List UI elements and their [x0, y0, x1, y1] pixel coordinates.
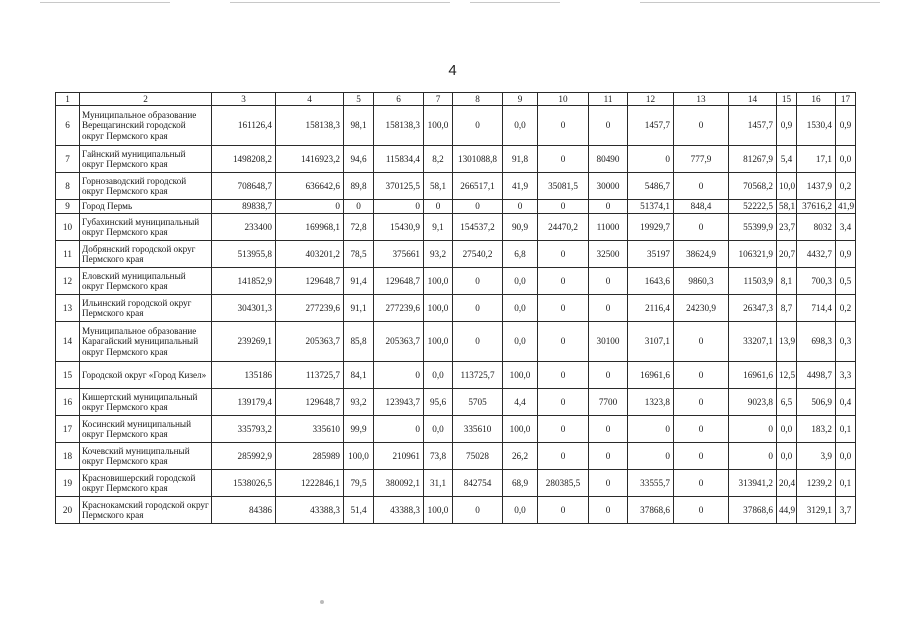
value-cell-col-16: 506,9 — [797, 389, 836, 416]
value-cell-col-12: 0 — [628, 146, 674, 173]
value-cell-col-10: 0 — [538, 443, 589, 470]
column-number-cell: 14 — [729, 93, 777, 106]
value-cell-col-5: 93,2 — [344, 389, 374, 416]
value-cell-col-16: 700,3 — [797, 268, 836, 295]
value-cell-col-3: 84386 — [212, 497, 276, 524]
scan-edge-line — [640, 2, 880, 3]
value-cell-col-13: 38624,9 — [674, 241, 729, 268]
value-cell-col-4: 158138,3 — [276, 106, 344, 146]
municipality-name-cell: Еловский муниципальный округ Пермского края — [80, 268, 212, 295]
data-table — [55, 92, 856, 524]
value-cell-col-4: 335610 — [276, 416, 344, 443]
value-cell-col-15: 0,0 — [777, 416, 797, 443]
value-cell-col-12: 37868,6 — [628, 497, 674, 524]
value-cell-col-12: 5486,7 — [628, 173, 674, 200]
value-cell-col-16: 4498,7 — [797, 362, 836, 389]
column-number-cell: 8 — [453, 93, 503, 106]
value-cell-col-5: 99,9 — [344, 416, 374, 443]
value-cell-col-15: 20,4 — [777, 470, 797, 497]
table-row — [56, 416, 856, 443]
value-cell-col-9: 0,0 — [503, 268, 538, 295]
row-number-cell: 10 — [56, 214, 80, 241]
value-cell-col-10: 24470,2 — [538, 214, 589, 241]
value-cell-col-14: 33207,1 — [729, 322, 777, 362]
column-number-cell: 12 — [628, 93, 674, 106]
value-cell-col-10: 35081,5 — [538, 173, 589, 200]
table-row — [56, 268, 856, 295]
value-cell-col-6: 123943,7 — [374, 389, 424, 416]
table-row — [56, 470, 856, 497]
value-cell-col-13: 0 — [674, 214, 729, 241]
column-number-cell: 13 — [674, 93, 729, 106]
value-cell-col-15: 58,1 — [777, 200, 797, 214]
value-cell-col-10: 0 — [538, 295, 589, 322]
value-cell-col-8: 154537,2 — [453, 214, 503, 241]
value-cell-col-11: 30100 — [589, 322, 628, 362]
value-cell-col-9: 100,0 — [503, 416, 538, 443]
value-cell-col-9: 6,8 — [503, 241, 538, 268]
value-cell-col-15: 12,5 — [777, 362, 797, 389]
value-cell-col-16: 183,2 — [797, 416, 836, 443]
value-cell-col-3: 141852,9 — [212, 268, 276, 295]
value-cell-col-13: 777,9 — [674, 146, 729, 173]
value-cell-col-9: 91,8 — [503, 146, 538, 173]
value-cell-col-14: 26347,3 — [729, 295, 777, 322]
value-cell-col-11: 0 — [589, 268, 628, 295]
value-cell-col-5: 0 — [344, 200, 374, 214]
value-cell-col-9: 26,2 — [503, 443, 538, 470]
municipality-name-cell: Краснокамский городской округ Пермского края — [80, 497, 212, 524]
value-cell-col-6: 0 — [374, 200, 424, 214]
value-cell-col-5: 78,5 — [344, 241, 374, 268]
value-cell-col-11: 7700 — [589, 389, 628, 416]
row-number-cell: 14 — [56, 322, 80, 362]
value-cell-col-14: 0 — [729, 443, 777, 470]
value-cell-col-3: 139179,4 — [212, 389, 276, 416]
value-cell-col-8: 0 — [453, 295, 503, 322]
value-cell-col-17: 3,7 — [836, 497, 856, 524]
value-cell-col-8: 113725,7 — [453, 362, 503, 389]
column-number-cell: 7 — [424, 93, 453, 106]
value-cell-col-11: 0 — [589, 200, 628, 214]
municipality-name-cell: Горнозаводский городской округ Пермского края — [80, 173, 212, 200]
value-cell-col-13: 0 — [674, 443, 729, 470]
value-cell-col-7: 100,0 — [424, 106, 453, 146]
value-cell-col-16: 17,1 — [797, 146, 836, 173]
value-cell-col-14: 55399,9 — [729, 214, 777, 241]
row-number-cell: 8 — [56, 173, 80, 200]
row-number-cell: 20 — [56, 497, 80, 524]
value-cell-col-14: 1457,7 — [729, 106, 777, 146]
value-cell-col-17: 3,3 — [836, 362, 856, 389]
value-cell-col-6: 158138,3 — [374, 106, 424, 146]
value-cell-col-5: 94,6 — [344, 146, 374, 173]
value-cell-col-8: 266517,1 — [453, 173, 503, 200]
column-number-cell: 5 — [344, 93, 374, 106]
value-cell-col-13: 0 — [674, 389, 729, 416]
table-row — [56, 146, 856, 173]
row-number-cell: 16 — [56, 389, 80, 416]
value-cell-col-8: 335610 — [453, 416, 503, 443]
value-cell-col-4: 403201,2 — [276, 241, 344, 268]
value-cell-col-7: 73,8 — [424, 443, 453, 470]
row-number-cell: 9 — [56, 200, 80, 214]
value-cell-col-10: 0 — [538, 106, 589, 146]
value-cell-col-16: 37616,2 — [797, 200, 836, 214]
value-cell-col-16: 1239,2 — [797, 470, 836, 497]
value-cell-col-7: 0,0 — [424, 362, 453, 389]
value-cell-col-7: 100,0 — [424, 295, 453, 322]
column-number-cell: 16 — [797, 93, 836, 106]
value-cell-col-11: 0 — [589, 295, 628, 322]
value-cell-col-10: 0 — [538, 497, 589, 524]
value-cell-col-7: 0,0 — [424, 416, 453, 443]
value-cell-col-10: 280385,5 — [538, 470, 589, 497]
value-cell-col-16: 1530,4 — [797, 106, 836, 146]
column-number-cell: 9 — [503, 93, 538, 106]
table-row — [56, 295, 856, 322]
value-cell-col-13: 24230,9 — [674, 295, 729, 322]
value-cell-col-11: 11000 — [589, 214, 628, 241]
table-row — [56, 443, 856, 470]
value-cell-col-8: 1301088,8 — [453, 146, 503, 173]
value-cell-col-6: 0 — [374, 362, 424, 389]
row-number-cell: 18 — [56, 443, 80, 470]
value-cell-col-17: 0,1 — [836, 470, 856, 497]
value-cell-col-8: 5705 — [453, 389, 503, 416]
value-cell-col-16: 8032 — [797, 214, 836, 241]
value-cell-col-9: 0,0 — [503, 497, 538, 524]
table-row — [56, 389, 856, 416]
municipality-name-cell: Добрянский городской округ Пермского края — [80, 241, 212, 268]
value-cell-col-13: 848,4 — [674, 200, 729, 214]
value-cell-col-8: 0 — [453, 106, 503, 146]
value-cell-col-5: 85,8 — [344, 322, 374, 362]
value-cell-col-9: 100,0 — [503, 362, 538, 389]
row-number-cell: 13 — [56, 295, 80, 322]
value-cell-col-17: 0,3 — [836, 322, 856, 362]
value-cell-col-5: 98,1 — [344, 106, 374, 146]
value-cell-col-16: 1437,9 — [797, 173, 836, 200]
value-cell-col-12: 0 — [628, 443, 674, 470]
value-cell-col-13: 0 — [674, 322, 729, 362]
value-cell-col-17: 0,9 — [836, 106, 856, 146]
value-cell-col-3: 1538026,5 — [212, 470, 276, 497]
value-cell-col-7: 8,2 — [424, 146, 453, 173]
value-cell-col-12: 35197 — [628, 241, 674, 268]
value-cell-col-16: 4432,7 — [797, 241, 836, 268]
value-cell-col-11: 0 — [589, 106, 628, 146]
value-cell-col-5: 89,8 — [344, 173, 374, 200]
value-cell-col-7: 100,0 — [424, 268, 453, 295]
value-cell-col-6: 375661 — [374, 241, 424, 268]
value-cell-col-11: 0 — [589, 362, 628, 389]
value-cell-col-7: 58,1 — [424, 173, 453, 200]
row-number-cell: 19 — [56, 470, 80, 497]
value-cell-col-6: 277239,6 — [374, 295, 424, 322]
municipality-name-cell: Косинский муниципальный округ Пермского края — [80, 416, 212, 443]
row-number-cell: 17 — [56, 416, 80, 443]
value-cell-col-15: 10,0 — [777, 173, 797, 200]
value-cell-col-11: 0 — [589, 443, 628, 470]
column-number-cell: 11 — [589, 93, 628, 106]
value-cell-col-9: 0,0 — [503, 322, 538, 362]
value-cell-col-5: 84,1 — [344, 362, 374, 389]
value-cell-col-17: 0,0 — [836, 146, 856, 173]
municipality-name-cell: Муниципальное образование Карагайский муниципальный округ Пермского края — [80, 322, 212, 362]
value-cell-col-16: 698,3 — [797, 322, 836, 362]
value-cell-col-7: 100,0 — [424, 322, 453, 362]
table-row — [56, 322, 856, 362]
value-cell-col-10: 0 — [538, 416, 589, 443]
value-cell-col-3: 233400 — [212, 214, 276, 241]
value-cell-col-15: 6,5 — [777, 389, 797, 416]
value-cell-col-10: 0 — [538, 362, 589, 389]
value-cell-col-6: 15430,9 — [374, 214, 424, 241]
municipality-name-cell: Городской округ «Город Кизел» — [80, 362, 212, 389]
value-cell-col-14: 70568,2 — [729, 173, 777, 200]
value-cell-col-4: 43388,3 — [276, 497, 344, 524]
value-cell-col-4: 169968,1 — [276, 214, 344, 241]
column-number-row — [56, 93, 856, 106]
municipality-name-cell: Гайнский муниципальный округ Пермского края — [80, 146, 212, 173]
page-number: 4 — [448, 62, 457, 79]
value-cell-col-15: 13,9 — [777, 322, 797, 362]
value-cell-col-5: 100,0 — [344, 443, 374, 470]
row-number-cell: 7 — [56, 146, 80, 173]
municipality-name-cell: Кочевский муниципальный округ Пермского края — [80, 443, 212, 470]
value-cell-col-12: 1457,7 — [628, 106, 674, 146]
table-row — [56, 200, 856, 214]
value-cell-col-3: 708648,7 — [212, 173, 276, 200]
value-cell-col-9: 68,9 — [503, 470, 538, 497]
value-cell-col-17: 0,2 — [836, 295, 856, 322]
value-cell-col-15: 44,9 — [777, 497, 797, 524]
value-cell-col-3: 1498208,2 — [212, 146, 276, 173]
value-cell-col-3: 239269,1 — [212, 322, 276, 362]
scan-speck — [320, 600, 324, 604]
value-cell-col-13: 0 — [674, 362, 729, 389]
value-cell-col-13: 0 — [674, 173, 729, 200]
value-cell-col-3: 135186 — [212, 362, 276, 389]
value-cell-col-6: 210961 — [374, 443, 424, 470]
value-cell-col-15: 5,4 — [777, 146, 797, 173]
value-cell-col-15: 23,7 — [777, 214, 797, 241]
value-cell-col-12: 16961,6 — [628, 362, 674, 389]
value-cell-col-16: 3129,1 — [797, 497, 836, 524]
value-cell-col-10: 0 — [538, 146, 589, 173]
column-number-cell: 4 — [276, 93, 344, 106]
value-cell-col-12: 1643,6 — [628, 268, 674, 295]
value-cell-col-6: 129648,7 — [374, 268, 424, 295]
value-cell-col-10: 0 — [538, 268, 589, 295]
value-cell-col-5: 72,8 — [344, 214, 374, 241]
value-cell-col-11: 0 — [589, 416, 628, 443]
value-cell-col-12: 0 — [628, 416, 674, 443]
column-number-cell: 3 — [212, 93, 276, 106]
table-row — [56, 497, 856, 524]
column-number-cell: 6 — [374, 93, 424, 106]
value-cell-col-3: 161126,4 — [212, 106, 276, 146]
value-cell-col-14: 11503,9 — [729, 268, 777, 295]
value-cell-col-7: 95,6 — [424, 389, 453, 416]
value-cell-col-4: 205363,7 — [276, 322, 344, 362]
value-cell-col-6: 43388,3 — [374, 497, 424, 524]
column-number-cell: 17 — [836, 93, 856, 106]
value-cell-col-13: 9860,3 — [674, 268, 729, 295]
value-cell-col-4: 113725,7 — [276, 362, 344, 389]
value-cell-col-3: 285992,9 — [212, 443, 276, 470]
value-cell-col-4: 1416923,2 — [276, 146, 344, 173]
value-cell-col-9: 90,9 — [503, 214, 538, 241]
value-cell-col-17: 0,1 — [836, 416, 856, 443]
value-cell-col-4: 1222846,1 — [276, 470, 344, 497]
value-cell-col-11: 32500 — [589, 241, 628, 268]
value-cell-col-4: 636642,6 — [276, 173, 344, 200]
value-cell-col-5: 79,5 — [344, 470, 374, 497]
value-cell-col-14: 81267,9 — [729, 146, 777, 173]
value-cell-col-9: 0,0 — [503, 106, 538, 146]
table-row — [56, 214, 856, 241]
scan-edge-line — [230, 2, 450, 3]
value-cell-col-5: 91,1 — [344, 295, 374, 322]
value-cell-col-7: 9,1 — [424, 214, 453, 241]
value-cell-col-13: 0 — [674, 470, 729, 497]
value-cell-col-13: 0 — [674, 106, 729, 146]
value-cell-col-17: 0,5 — [836, 268, 856, 295]
value-cell-col-6: 205363,7 — [374, 322, 424, 362]
value-cell-col-10: 0 — [538, 200, 589, 214]
table-row — [56, 173, 856, 200]
value-cell-col-9: 0,0 — [503, 295, 538, 322]
value-cell-col-8: 0 — [453, 497, 503, 524]
value-cell-col-8: 27540,2 — [453, 241, 503, 268]
value-cell-col-4: 277239,6 — [276, 295, 344, 322]
value-cell-col-17: 41,9 — [836, 200, 856, 214]
row-number-cell: 11 — [56, 241, 80, 268]
municipality-name-cell: Кишертский муниципальный округ Пермского края — [80, 389, 212, 416]
value-cell-col-14: 313941,2 — [729, 470, 777, 497]
value-cell-col-17: 0,0 — [836, 443, 856, 470]
municipality-name-cell: Красновишерский городской округ Пермского края — [80, 470, 212, 497]
value-cell-col-4: 129648,7 — [276, 389, 344, 416]
value-cell-col-11: 0 — [589, 470, 628, 497]
value-cell-col-3: 89838,7 — [212, 200, 276, 214]
column-number-cell: 10 — [538, 93, 589, 106]
column-number-cell: 1 — [56, 93, 80, 106]
value-cell-col-15: 0,9 — [777, 106, 797, 146]
row-number-cell: 6 — [56, 106, 80, 146]
value-cell-col-14: 37868,6 — [729, 497, 777, 524]
value-cell-col-15: 8,7 — [777, 295, 797, 322]
value-cell-col-8: 0 — [453, 200, 503, 214]
value-cell-col-12: 3107,1 — [628, 322, 674, 362]
value-cell-col-10: 0 — [538, 322, 589, 362]
value-cell-col-9: 41,9 — [503, 173, 538, 200]
value-cell-col-8: 0 — [453, 322, 503, 362]
row-number-cell: 12 — [56, 268, 80, 295]
municipality-name-cell: Губахинский муниципальный округ Пермского края — [80, 214, 212, 241]
column-number-cell: 2 — [80, 93, 212, 106]
value-cell-col-12: 2116,4 — [628, 295, 674, 322]
value-cell-col-3: 304301,3 — [212, 295, 276, 322]
value-cell-col-16: 3,9 — [797, 443, 836, 470]
municipality-name-cell: Ильинский городской округ Пермского края — [80, 295, 212, 322]
value-cell-col-7: 100,0 — [424, 497, 453, 524]
value-cell-col-7: 93,2 — [424, 241, 453, 268]
scan-edge-line — [470, 2, 560, 3]
value-cell-col-6: 0 — [374, 416, 424, 443]
value-cell-col-12: 51374,1 — [628, 200, 674, 214]
value-cell-col-6: 370125,5 — [374, 173, 424, 200]
value-cell-col-6: 115834,4 — [374, 146, 424, 173]
value-cell-col-7: 0 — [424, 200, 453, 214]
scan-edge-line — [40, 2, 170, 3]
value-cell-col-15: 0,0 — [777, 443, 797, 470]
value-cell-col-9: 0 — [503, 200, 538, 214]
value-cell-col-17: 0,4 — [836, 389, 856, 416]
value-cell-col-14: 52222,5 — [729, 200, 777, 214]
row-number-cell: 15 — [56, 362, 80, 389]
value-cell-col-7: 31,1 — [424, 470, 453, 497]
value-cell-col-17: 3,4 — [836, 214, 856, 241]
value-cell-col-12: 19929,7 — [628, 214, 674, 241]
value-cell-col-16: 714,4 — [797, 295, 836, 322]
table-row — [56, 362, 856, 389]
value-cell-col-10: 0 — [538, 389, 589, 416]
value-cell-col-11: 0 — [589, 497, 628, 524]
value-cell-col-13: 0 — [674, 497, 729, 524]
value-cell-col-12: 33555,7 — [628, 470, 674, 497]
table-row — [56, 106, 856, 146]
value-cell-col-4: 285989 — [276, 443, 344, 470]
value-cell-col-8: 0 — [453, 268, 503, 295]
column-number-cell: 15 — [777, 93, 797, 106]
municipality-name-cell: Муниципальное образование Верещагинский городской округ Пермского края — [80, 106, 212, 146]
value-cell-col-3: 513955,8 — [212, 241, 276, 268]
value-cell-col-8: 842754 — [453, 470, 503, 497]
value-cell-col-17: 0,9 — [836, 241, 856, 268]
value-cell-col-6: 380092,1 — [374, 470, 424, 497]
value-cell-col-9: 4,4 — [503, 389, 538, 416]
value-cell-col-15: 8,1 — [777, 268, 797, 295]
value-cell-col-4: 129648,7 — [276, 268, 344, 295]
value-cell-col-8: 75028 — [453, 443, 503, 470]
value-cell-col-10: 0 — [538, 241, 589, 268]
municipality-name-cell: Город Пермь — [80, 200, 212, 214]
value-cell-col-4: 0 — [276, 200, 344, 214]
value-cell-col-12: 1323,8 — [628, 389, 674, 416]
value-cell-col-5: 91,4 — [344, 268, 374, 295]
value-cell-col-13: 0 — [674, 416, 729, 443]
value-cell-col-15: 20,7 — [777, 241, 797, 268]
value-cell-col-5: 51,4 — [344, 497, 374, 524]
value-cell-col-11: 80490 — [589, 146, 628, 173]
value-cell-col-17: 0,2 — [836, 173, 856, 200]
value-cell-col-14: 9023,8 — [729, 389, 777, 416]
value-cell-col-14: 106321,9 — [729, 241, 777, 268]
value-cell-col-14: 16961,6 — [729, 362, 777, 389]
value-cell-col-14: 0 — [729, 416, 777, 443]
value-cell-col-3: 335793,2 — [212, 416, 276, 443]
value-cell-col-11: 30000 — [589, 173, 628, 200]
table-row — [56, 241, 856, 268]
